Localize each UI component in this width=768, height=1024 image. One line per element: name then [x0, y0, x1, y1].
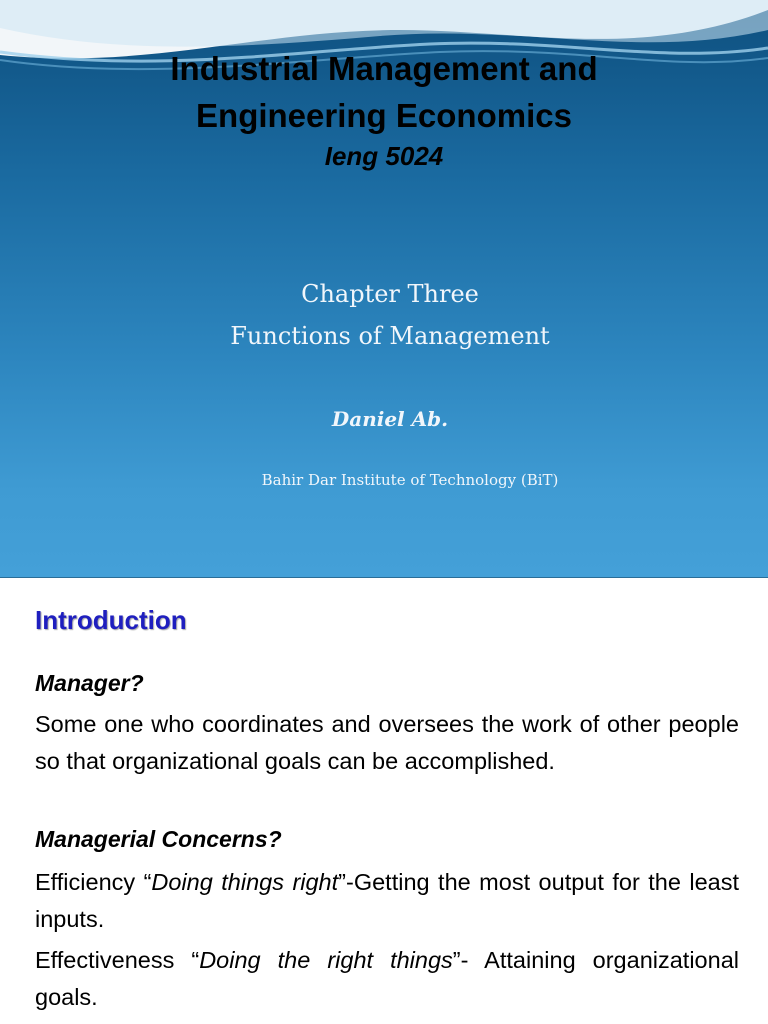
manager-definition: Some one who coordinates and oversees the work of other people so that organizational goals can be accomplished. — [35, 711, 739, 774]
effectiveness-prefix: Effectiveness “ — [35, 947, 200, 973]
institution-name: Bahir Dar Institute of Technology (BiT) — [261, 471, 559, 489]
effectiveness-emphasis: Doing the right things — [199, 947, 453, 973]
efficiency-suffix: ”-Getting the most output for the least inputs. — [35, 869, 739, 932]
introduction-slide — [0, 578, 768, 1024]
efficiency-paragraph — [35, 864, 739, 937]
efficiency-prefix: Efficiency “ — [35, 869, 152, 895]
effectiveness-suffix: ”- Attaining organizational goals. — [35, 947, 739, 1010]
chapter-label: Chapter Three — [301, 280, 479, 308]
author-name: Daniel Ab. — [331, 407, 449, 431]
manager-question: Manager? — [35, 670, 144, 696]
efficiency-emphasis: Doing things right — [151, 869, 339, 895]
effectiveness-paragraph — [35, 942, 739, 1015]
title-line-1: Industrial Management and — [170, 50, 598, 87]
course-code: Ieng 5024 — [324, 141, 444, 171]
concerns-question: Managerial Concerns? — [35, 826, 282, 852]
slide-heading: Introduction — [35, 605, 187, 635]
title-line-2: Engineering Economics — [196, 97, 572, 134]
chapter-title: Functions of Management — [230, 322, 550, 350]
